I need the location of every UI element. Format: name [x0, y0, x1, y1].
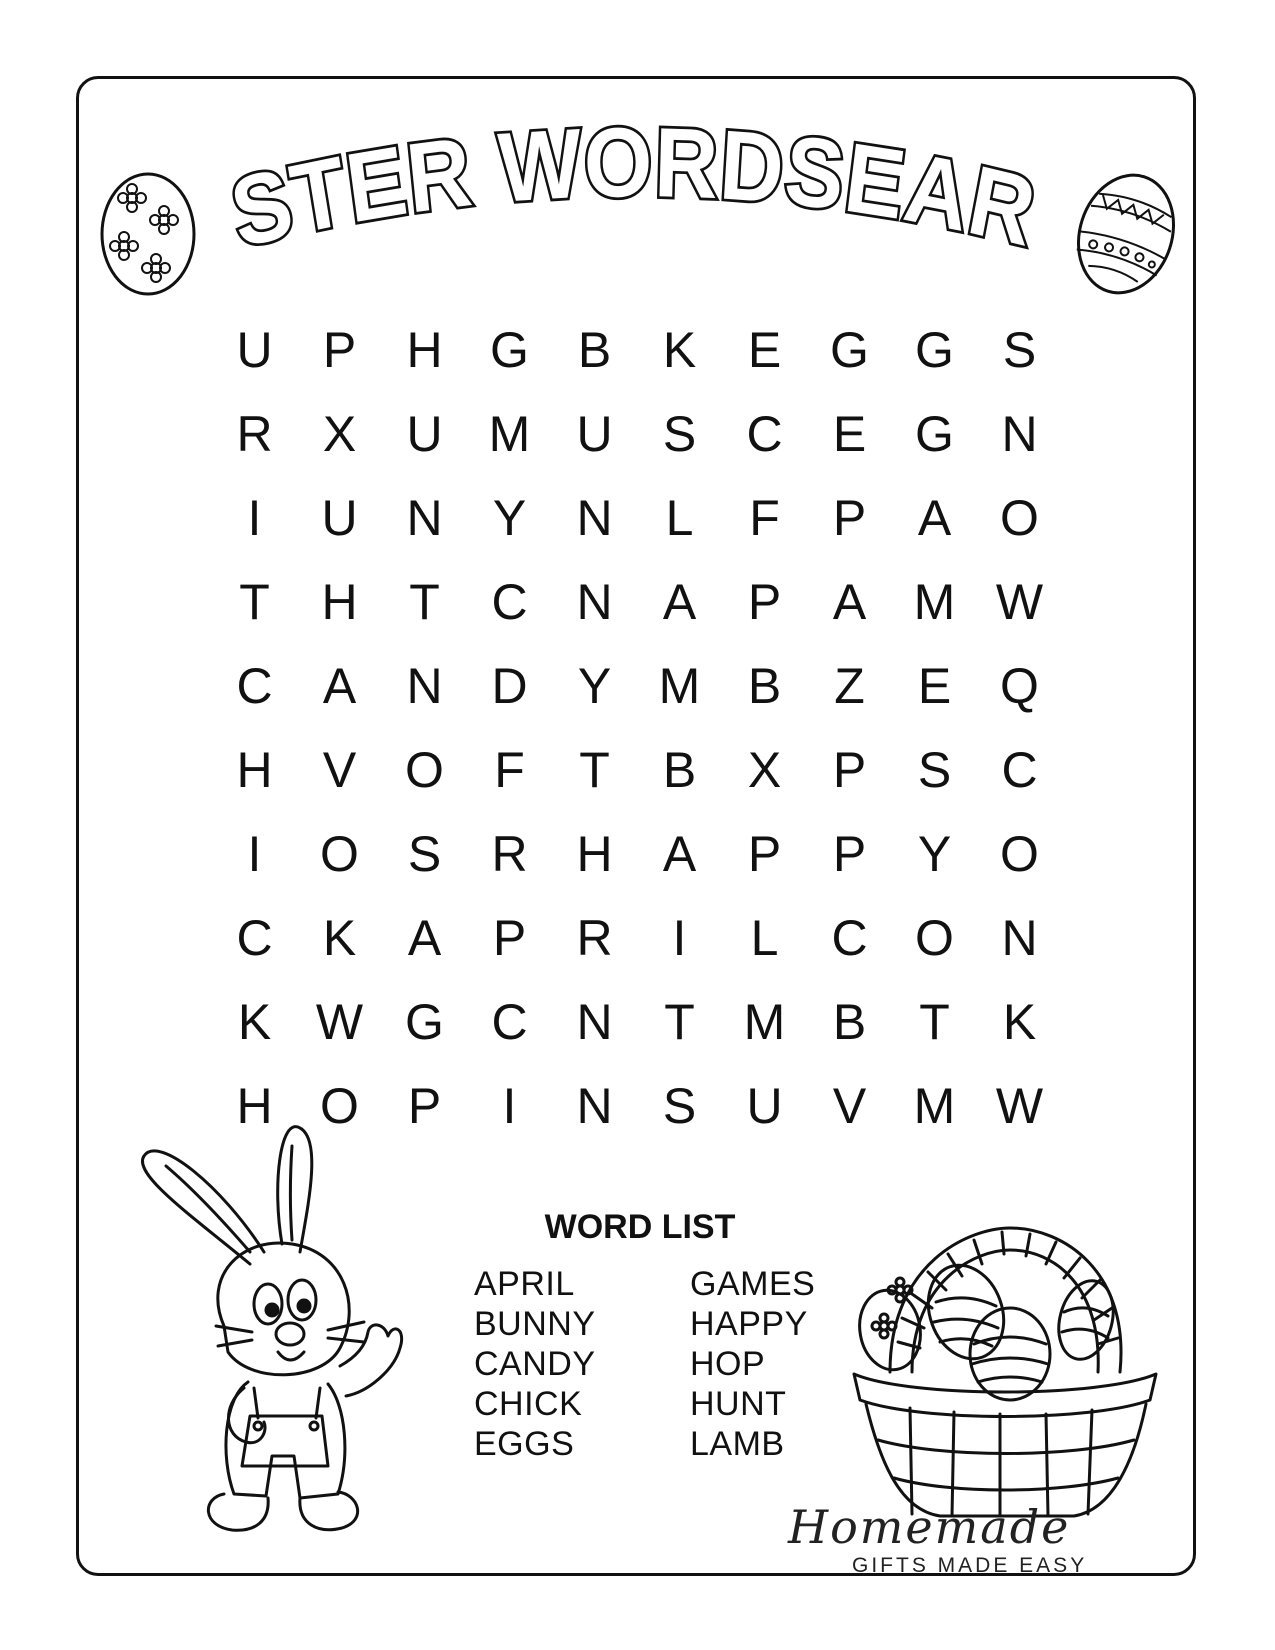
flower-egg-icon — [92, 168, 204, 300]
brand-script-text: Homemade — [788, 1500, 1071, 1554]
grid-row — [212, 818, 1062, 902]
word-list-item: HAPPY — [690, 1305, 808, 1343]
grid-letter: U — [406, 406, 443, 462]
grid-letter: A — [662, 574, 697, 630]
grid-letter: P — [747, 574, 782, 630]
grid-letter: T — [664, 994, 695, 1050]
grid-letter: G — [830, 322, 869, 378]
grid-letter: T — [919, 994, 950, 1050]
grid-letter: M — [488, 406, 531, 462]
brand-tagline: GIFTS MADE EASY — [852, 1554, 1088, 1577]
grid-letter: I — [672, 910, 687, 966]
grid-letter: H — [236, 1078, 273, 1134]
grid-letter: G — [915, 322, 954, 378]
word-list-item: CHICK — [474, 1385, 583, 1423]
grid-row — [212, 482, 1062, 566]
grid-letter: I — [502, 1078, 517, 1134]
grid-letter: E — [832, 406, 867, 462]
grid-letter: Y — [492, 490, 527, 546]
grid-letter: T — [409, 574, 440, 630]
grid-letter: S — [662, 406, 697, 462]
grid-row — [212, 734, 1062, 818]
grid-letter: W — [995, 1078, 1044, 1134]
word-list-column-2 — [690, 1264, 815, 1464]
grid-letter: N — [576, 574, 613, 630]
grid-letter: V — [322, 742, 357, 798]
grid-letter: Y — [917, 826, 952, 882]
grid-letter: H — [576, 826, 613, 882]
grid-letter: C — [746, 406, 783, 462]
grid-letter: L — [665, 490, 694, 546]
grid-letter: G — [915, 406, 954, 462]
grid-letter: C — [831, 910, 868, 966]
grid-letter: P — [492, 910, 527, 966]
grid-letter: C — [236, 658, 273, 714]
word-list-item: HOP — [690, 1345, 766, 1383]
grid-letter: P — [832, 742, 867, 798]
grid-letter: B — [832, 994, 867, 1050]
grid-row — [212, 314, 1062, 398]
grid-letter: A — [917, 490, 952, 546]
grid-letter: R — [491, 826, 528, 882]
svg-text:EASTER WORDSEARCH — [164, 39, 1045, 268]
grid-letter: X — [747, 742, 782, 798]
grid-letter: W — [995, 574, 1044, 630]
word-list-column-1 — [474, 1264, 596, 1464]
grid-letter: M — [913, 574, 956, 630]
grid-letter: A — [832, 574, 867, 630]
grid-letter: N — [1001, 910, 1038, 966]
grid-letter: C — [236, 910, 273, 966]
grid-row — [212, 986, 1062, 1070]
grid-letter: N — [406, 490, 443, 546]
word-list-item: GAMES — [690, 1265, 816, 1303]
grid-letter: B — [747, 658, 782, 714]
grid-letter: C — [491, 574, 528, 630]
grid-letter: H — [321, 574, 358, 630]
grid-letter: D — [491, 658, 528, 714]
grid-row — [212, 902, 1062, 986]
brand-logo — [780, 1500, 1160, 1590]
grid-letter: O — [320, 826, 359, 882]
word-list-item: CANDY — [474, 1345, 596, 1383]
grid-letter: K — [322, 910, 357, 966]
grid-letter: K — [662, 322, 697, 378]
word-list-item: HUNT — [690, 1385, 787, 1423]
grid-letter: T — [579, 742, 610, 798]
grid-letter: V — [832, 1078, 867, 1134]
grid-letter: T — [239, 574, 270, 630]
grid-letter: Z — [834, 658, 865, 714]
grid-letter: A — [407, 910, 442, 966]
patterned-egg-icon — [1070, 168, 1182, 300]
grid-letter: F — [494, 742, 525, 798]
grid-letter: G — [490, 322, 529, 378]
grid-letter: N — [576, 994, 613, 1050]
grid-letter: H — [406, 322, 443, 378]
grid-letter: X — [322, 406, 357, 462]
grid-letter: R — [236, 406, 273, 462]
grid-letter: H — [236, 742, 273, 798]
grid-letter: M — [658, 658, 701, 714]
grid-letter: O — [915, 910, 954, 966]
grid-letter: N — [576, 1078, 613, 1134]
grid-letter: N — [1001, 406, 1038, 462]
easter-bunny-illustration — [132, 1126, 422, 1546]
grid-letter: O — [1000, 826, 1039, 882]
page-title-text: EASTER WORDSEARCH — [163, 39, 1045, 269]
grid-letter: P — [832, 826, 867, 882]
grid-row — [212, 566, 1062, 650]
grid-letter: U — [746, 1078, 783, 1134]
grid-letter: K — [237, 994, 272, 1050]
grid-letter: P — [832, 490, 867, 546]
grid-letter: S — [407, 826, 442, 882]
grid-letter: Q — [1000, 658, 1039, 714]
grid-letter: P — [322, 322, 357, 378]
grid-letter: P — [407, 1078, 442, 1134]
grid-letter: C — [1001, 742, 1038, 798]
grid-letter: N — [406, 658, 443, 714]
grid-letter: A — [662, 826, 697, 882]
grid-letter: O — [1000, 490, 1039, 546]
word-list-item: BUNNY — [474, 1305, 596, 1343]
grid-letter: A — [322, 658, 357, 714]
grid-letter: O — [320, 1078, 359, 1134]
grid-letter: S — [917, 742, 952, 798]
grid-letter: M — [913, 1078, 956, 1134]
grid-letter: B — [662, 742, 697, 798]
grid-letter: N — [576, 490, 613, 546]
grid-letter: I — [247, 490, 262, 546]
grid-letter: U — [236, 322, 273, 378]
grid-letter: L — [750, 910, 779, 966]
grid-letter: F — [749, 490, 780, 546]
grid-letter: S — [1002, 322, 1037, 378]
grid-letter: B — [577, 322, 612, 378]
grid-letter: I — [247, 826, 262, 882]
grid-letter: K — [1002, 994, 1037, 1050]
page-title — [163, 39, 1076, 278]
grid-letter: S — [662, 1078, 697, 1134]
word-list-item: LAMB — [690, 1425, 785, 1463]
word-list-item: EGGS — [474, 1425, 575, 1463]
egg-basket-illustration — [850, 1222, 1160, 1522]
grid-row — [212, 398, 1062, 482]
grid-letter: U — [576, 406, 613, 462]
grid-letter: E — [747, 322, 782, 378]
word-list-item: APRIL — [474, 1265, 575, 1303]
grid-letter: M — [743, 994, 786, 1050]
grid-letter: O — [405, 742, 444, 798]
grid-letter: G — [405, 994, 444, 1050]
word-list-heading: WORD LIST — [544, 1208, 736, 1246]
grid-letter: R — [576, 910, 613, 966]
grid-letter: Y — [577, 658, 612, 714]
grid-letter: W — [315, 994, 364, 1050]
grid-letter: U — [321, 490, 358, 546]
grid-letter: P — [747, 826, 782, 882]
grid-row — [212, 650, 1062, 734]
grid-letter: C — [491, 994, 528, 1050]
grid-letter: E — [917, 658, 952, 714]
letter-grid — [212, 314, 1062, 1154]
